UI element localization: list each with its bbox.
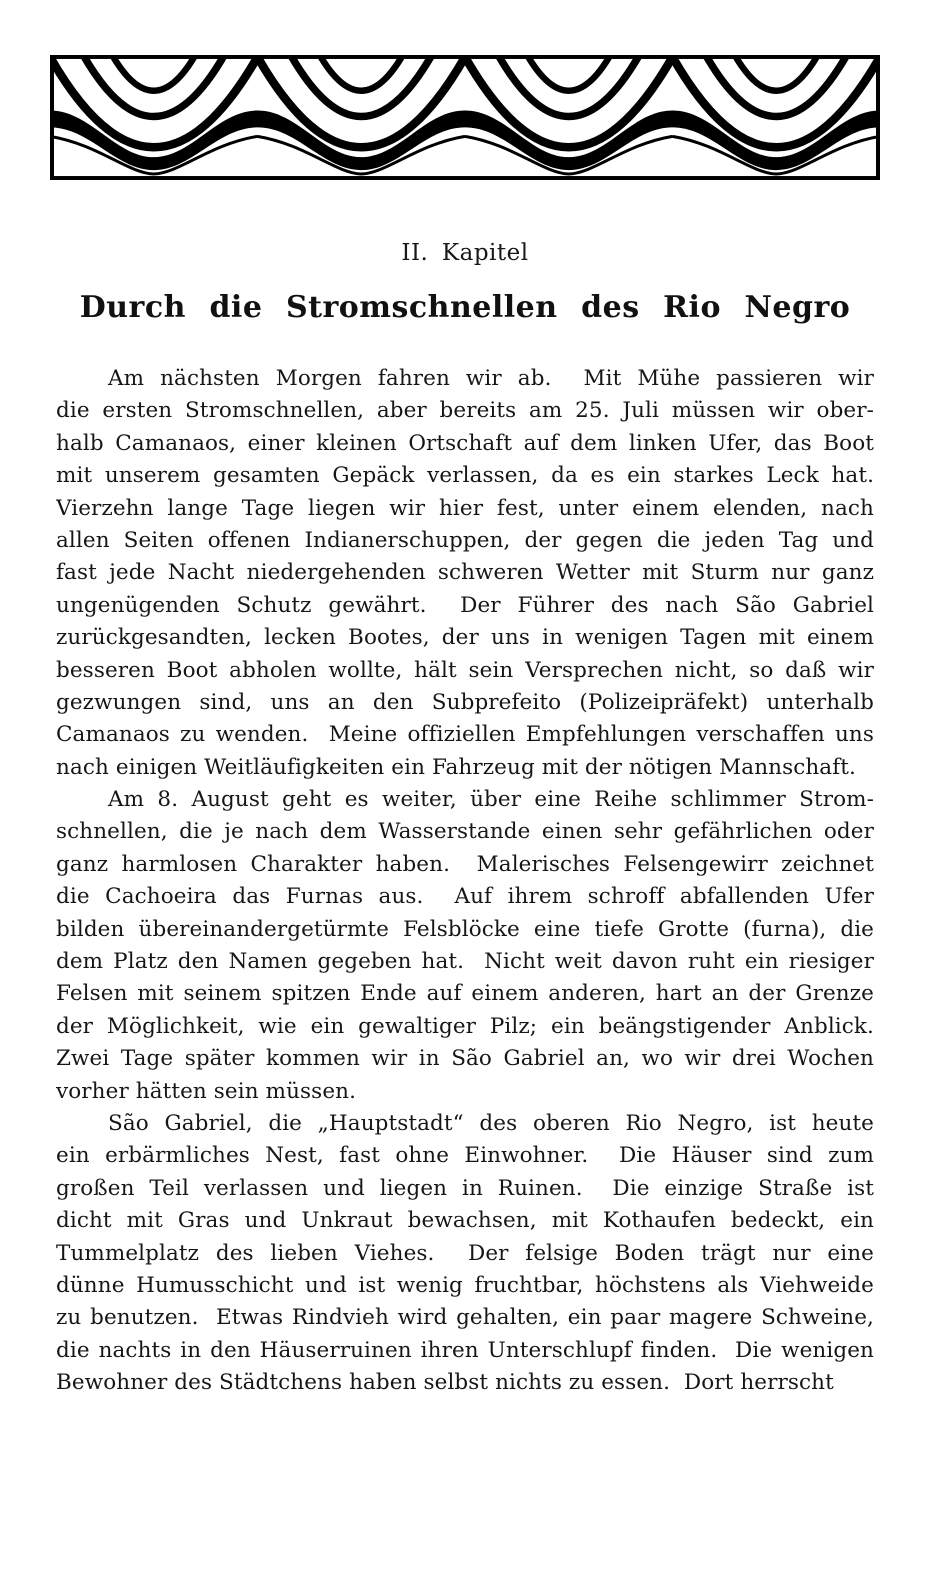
text-line: die Cachoeira das Furnas aus. Auf ihrem schroff abfallenden Ufer	[56, 884, 874, 910]
text-line: Bewohner des Städtchens haben selbst nichts zu essen. Dort herrscht	[56, 1370, 834, 1396]
text-line: allen Seiten offenen Indianerschuppen, der gegen die jeden Tag und	[56, 527, 874, 553]
text-line: ungenügenden Schutz gewährt. Der Führer des nach São Gabriel	[56, 592, 874, 618]
body-text	[56, 363, 874, 1400]
text-line: ein erbärmliches Nest, fast ohne Einwohner. Die Häuser sind zum	[56, 1143, 874, 1169]
text-line: zurückgesandten, lecken Bootes, der uns in wenigen Tagen mit einem	[56, 625, 874, 651]
text-line: schnellen, die je nach dem Wasserstande einen sehr gefährlichen oder	[56, 819, 874, 845]
text-line: besseren Boot abholen wollte, hält sein Versprechen nicht, so daß wir	[56, 657, 874, 683]
text-line: der Möglichkeit, wie ein gewaltiger Pilz; ein beängstigender Anblick.	[56, 1013, 874, 1039]
text-line: Zwei Tage später kommen wir in São Gabriel an, wo wir drei Wochen	[56, 1046, 874, 1072]
text-line: Am nächsten Morgen fahren wir ab. Mit Mühe passieren wir	[108, 366, 874, 391]
text-line: Camanaos zu wenden. Meine offiziellen Empfehlungen verschaffen uns	[56, 722, 874, 748]
wave-ornament-icon	[50, 55, 880, 180]
text-line: ganz harmlosen Charakter haben. Malerisches Felsengewirr zeichnet	[56, 851, 874, 877]
text-line: die nachts in den Häuserruinen ihren Unterschlupf finden. Die wenigen	[56, 1337, 874, 1363]
text-line: dem Platz den Namen gegeben hat. Nicht weit davon ruht ein riesiger	[56, 949, 874, 975]
chapter-heading: II. Kapitel	[401, 240, 529, 266]
text-line: Felsen mit seinem spitzen Ende auf einem anderen, hart an der Grenze	[56, 981, 874, 1007]
text-line: bilden übereinandergetürmte Felsblöcke eine tiefe Grotte (furna), die	[56, 916, 874, 942]
text-line: mit unserem gesamten Gepäck verlassen, da es ein starkes Leck hat.	[56, 463, 874, 489]
text-line: Tummelplatz des lieben Viehes. Der felsige Boden trägt nur eine	[56, 1240, 874, 1266]
text-line: Am 8. August geht es weiter, über eine Reihe schlimmer Strom-	[108, 787, 874, 813]
text-line: gezwungen sind, uns an den Subprefeito (Polizeipräfekt) unterhalb	[56, 689, 874, 715]
chapter-title: Durch die Stromschnellen des Rio Negro	[79, 290, 851, 325]
text-line: dicht mit Gras und Unkraut bewachsen, mit Kothaufen bedeckt, ein	[56, 1208, 874, 1234]
text-line: São Gabriel, die „Hauptstadt“ des oberen Rio Negro, ist heute	[108, 1110, 874, 1136]
text-line: die ersten Stromschnellen, aber bereits am 25. Juli müssen wir ober-	[56, 398, 874, 424]
text-line: großen Teil verlassen und liegen in Ruinen. Die einzige Straße ist	[56, 1175, 874, 1201]
paragraph	[56, 784, 874, 1108]
text-line: vorher hätten sein müssen.	[56, 1078, 357, 1104]
paragraph	[56, 363, 874, 784]
text-line: Vierzehn lange Tage liegen wir hier fest, unter einem elenden, nach	[56, 495, 874, 521]
text-line: zu benutzen. Etwas Rindvieh wird gehalten, ein paar magere Schweine,	[56, 1305, 874, 1331]
text-line: dünne Humusschicht und ist wenig fruchtbar, höchstens als Viehweide	[56, 1272, 874, 1298]
paragraph	[56, 1108, 874, 1400]
text-line: fast jede Nacht niedergehenden schweren Wetter mit Sturm nur ganz	[56, 560, 874, 586]
text-line: nach einigen Weitläufigkeiten ein Fahrzeug mit der nötigen Mannschaft.	[56, 754, 856, 780]
text-line: halb Camanaos, einer kleinen Ortschaft auf dem linken Ufer, das Boot	[56, 430, 874, 456]
